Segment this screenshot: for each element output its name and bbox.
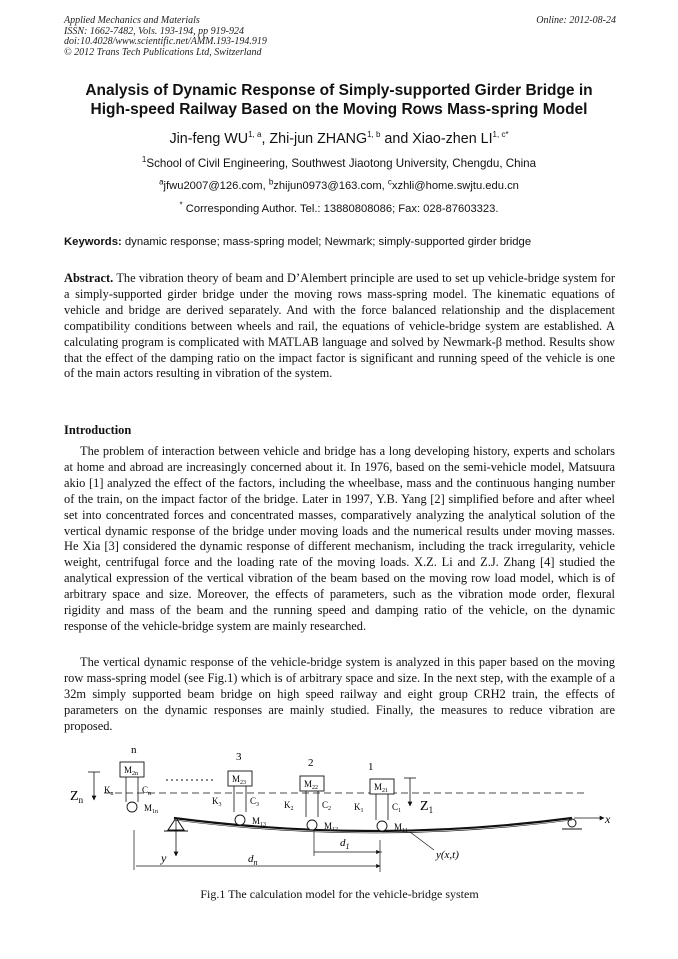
issn-line: ISSN: 1662-7482, Vols. 193-194, pp 919-924 — [64, 25, 244, 37]
vehicle-number-1: 1 — [368, 761, 374, 773]
journal-name: Applied Mechanics and Materials — [64, 15, 200, 26]
email-list — [20, 177, 658, 192]
author-3-affil: 1, c* — [492, 130, 509, 140]
damper-c2-label: $C_2$ — [322, 800, 332, 812]
email-c[interactable]: xzhli@home.swjtu.edu.cn — [391, 180, 519, 192]
mass-m23-label: $M_{23}$ — [232, 774, 247, 786]
affiliation-mark: 1 — [141, 155, 147, 165]
spring-k2-label: $K_2$ — [284, 800, 294, 812]
affiliation-text: School of Civil Engineering, Southwest Jiaotong University, Chengdu, China — [146, 157, 537, 170]
intro-paragraph-2 — [64, 655, 615, 735]
deflection-leader — [410, 832, 434, 850]
intro-paragraph-1-text: The problem of interaction between vehicle and bridge has a long developing history, experts and scholars at home and abroad are increasingly concerned about it. In 1976, based on the semi-vehicle model, Matsuura akio [1] analyzed the effect of the factors, including the wheelbase, mass and the continuous hanging number of the train, on the impact factor of the bridge. Later in 1997, Y.B. Yang [2] simplified before and after wheel set into concentrated forces and concentrated masses, comparatively analyzing the analytical solution of the vertical dynamic response of the bridge under moving loads and the numerical results under moving masses. He Xia [3] considered the dynamic response of different mechanism, including the track irregularity, vehicle weight, centrifugal force and the loading rate of the moving loads. X.Z. Li and Z.J. Zhang [4] studied the analytical expression of the vertical vibration of the beam based on the moving row load model, which is of arbitrary space and size. Moreover, the effects of parameters, such as the vibration mode order, flexural rigidity and mass of the beam and the running speed and damping ratio of the vehicle, on the dynamic response of the vehicle-bridge system are mainly researched. — [64, 444, 615, 633]
mass-m1n-label: $M_{1n}$ — [144, 803, 159, 815]
spring-k3-label: $K_3$ — [212, 796, 222, 808]
mass-m13-label: $M_{13}$ — [252, 816, 267, 828]
corresponding-mark: * — [179, 200, 183, 210]
wheel-m11 — [377, 821, 387, 831]
mass-m21-label: $M_{21}$ — [374, 782, 389, 794]
spring-kn-label: $K_n$ — [104, 785, 114, 797]
keywords-text: dynamic response; mass-spring model; Newmark; simply-supported girder bridge — [121, 236, 532, 248]
y-axis-label: y — [161, 851, 167, 865]
journal-header — [64, 16, 267, 58]
abstract-text: The vibration theory of beam and D’Alembert principle are used to set up vehicle-bridge system for a simply-supported girder bridge under the moving rows mass-spring model. The kinematic equations of vehicle and bridge are derived separately. And with the force balanced relationship and the displacement compatibility conditions between wheels and rail, the equations of vehicle-bridge system are established. A calculating program is complicated with MATLAB language and solved by Newmark-β method. Results show that the effect of the damping ratio on the impact factor is significant and running speed of the vehicle is one of the main actors resulting in vibration of the system. — [64, 271, 615, 381]
zn-label: $Z_n$ — [70, 789, 84, 805]
corresponding-author — [20, 200, 658, 215]
author-separator: and — [380, 131, 413, 147]
keywords-label: Keywords: — [64, 236, 122, 248]
wheel-m12 — [307, 820, 317, 830]
affiliation — [20, 157, 658, 170]
title-line-1: Analysis of Dynamic Response of Simply-supported Girder Bridge in — [85, 82, 593, 99]
dn-label: $d_n$ — [248, 853, 258, 867]
figure-vehicle-bridge-model — [64, 740, 624, 882]
mass-m12-label: $M_{12}$ — [324, 821, 339, 833]
keywords — [64, 236, 624, 248]
email-b[interactable]: zhijun0973@163.com, — [273, 180, 388, 192]
wheel-m13 — [235, 815, 245, 825]
copyright-line: © 2012 Trans Tech Publications Ltd, Switzerland — [64, 46, 262, 58]
d1-label: $d_1$ — [340, 837, 350, 851]
damper-c1-label: $C_1$ — [392, 802, 402, 814]
email-mark: b — [268, 177, 274, 187]
abstract — [64, 271, 615, 382]
vehicle-number-n: n — [131, 744, 137, 756]
paper-title — [40, 81, 638, 119]
x-axis-label: x — [605, 812, 611, 826]
figure-caption: Fig.1 The calculation model for the vehicle-bridge system — [200, 887, 479, 901]
author-3: Xiao-zhen LI — [412, 131, 493, 147]
author-2-affil: 1, b — [367, 130, 381, 140]
mass-m22-label: $M_{22}$ — [304, 779, 319, 791]
mass-m2n-label: $M_{2n}$ — [124, 765, 139, 777]
damper-cn-label: $C_n$ — [142, 785, 152, 797]
z1-label: $Z_1$ — [420, 799, 434, 815]
author-2: Zhi-jun ZHANG — [269, 131, 368, 147]
corresponding-text: Corresponding Author. Tel.: 13880808086; Fax: 028-87603323. — [182, 203, 499, 215]
intro-paragraph-2-text: The vertical dynamic response of the vehicle-bridge system is analyzed in this paper based on the moving row mass-spring model (see Fig.1) which is of arbitrary space and size. In the next step, with the example of a 32m simply supported beam bridge on high speed railway and eight group CRH2 train, the effects of parameters on the dynamic responses are mainly studied. Finally, the measures to reduce vibration are proposed. — [64, 655, 615, 733]
email-mark: c — [387, 177, 392, 187]
author-1: Jin-feng WU — [169, 131, 249, 147]
abstract-label: Abstract. — [64, 271, 114, 285]
spring-k1-label: $K_1$ — [354, 802, 364, 814]
damper-c3-label: $C_3$ — [250, 796, 260, 808]
wheel-m1n — [127, 802, 137, 812]
section-heading-introduction: Introduction — [64, 423, 132, 437]
girder-beam — [174, 818, 572, 831]
mass-m11-label: $M_{11}$ — [394, 822, 408, 834]
vehicle-number-3: 3 — [236, 751, 242, 763]
author-list — [20, 131, 658, 147]
intro-paragraph-1 — [64, 444, 615, 635]
author-1-affil: 1, a — [248, 130, 262, 140]
email-a[interactable]: jfwu2007@126.com, — [163, 180, 269, 192]
author-separator: , — [261, 131, 270, 147]
vehicle-number-2: 2 — [308, 757, 314, 769]
doi-line: doi:10.4028/www.scientific.net/AMM.193-194.919 — [64, 36, 267, 47]
online-date: Online: 2012-08-24 — [536, 15, 616, 26]
title-line-2: High-speed Railway Based on the Moving Rows Mass-spring Model — [90, 101, 588, 118]
email-mark: a — [159, 177, 164, 187]
deflection-label: y(x,t) — [436, 849, 459, 861]
